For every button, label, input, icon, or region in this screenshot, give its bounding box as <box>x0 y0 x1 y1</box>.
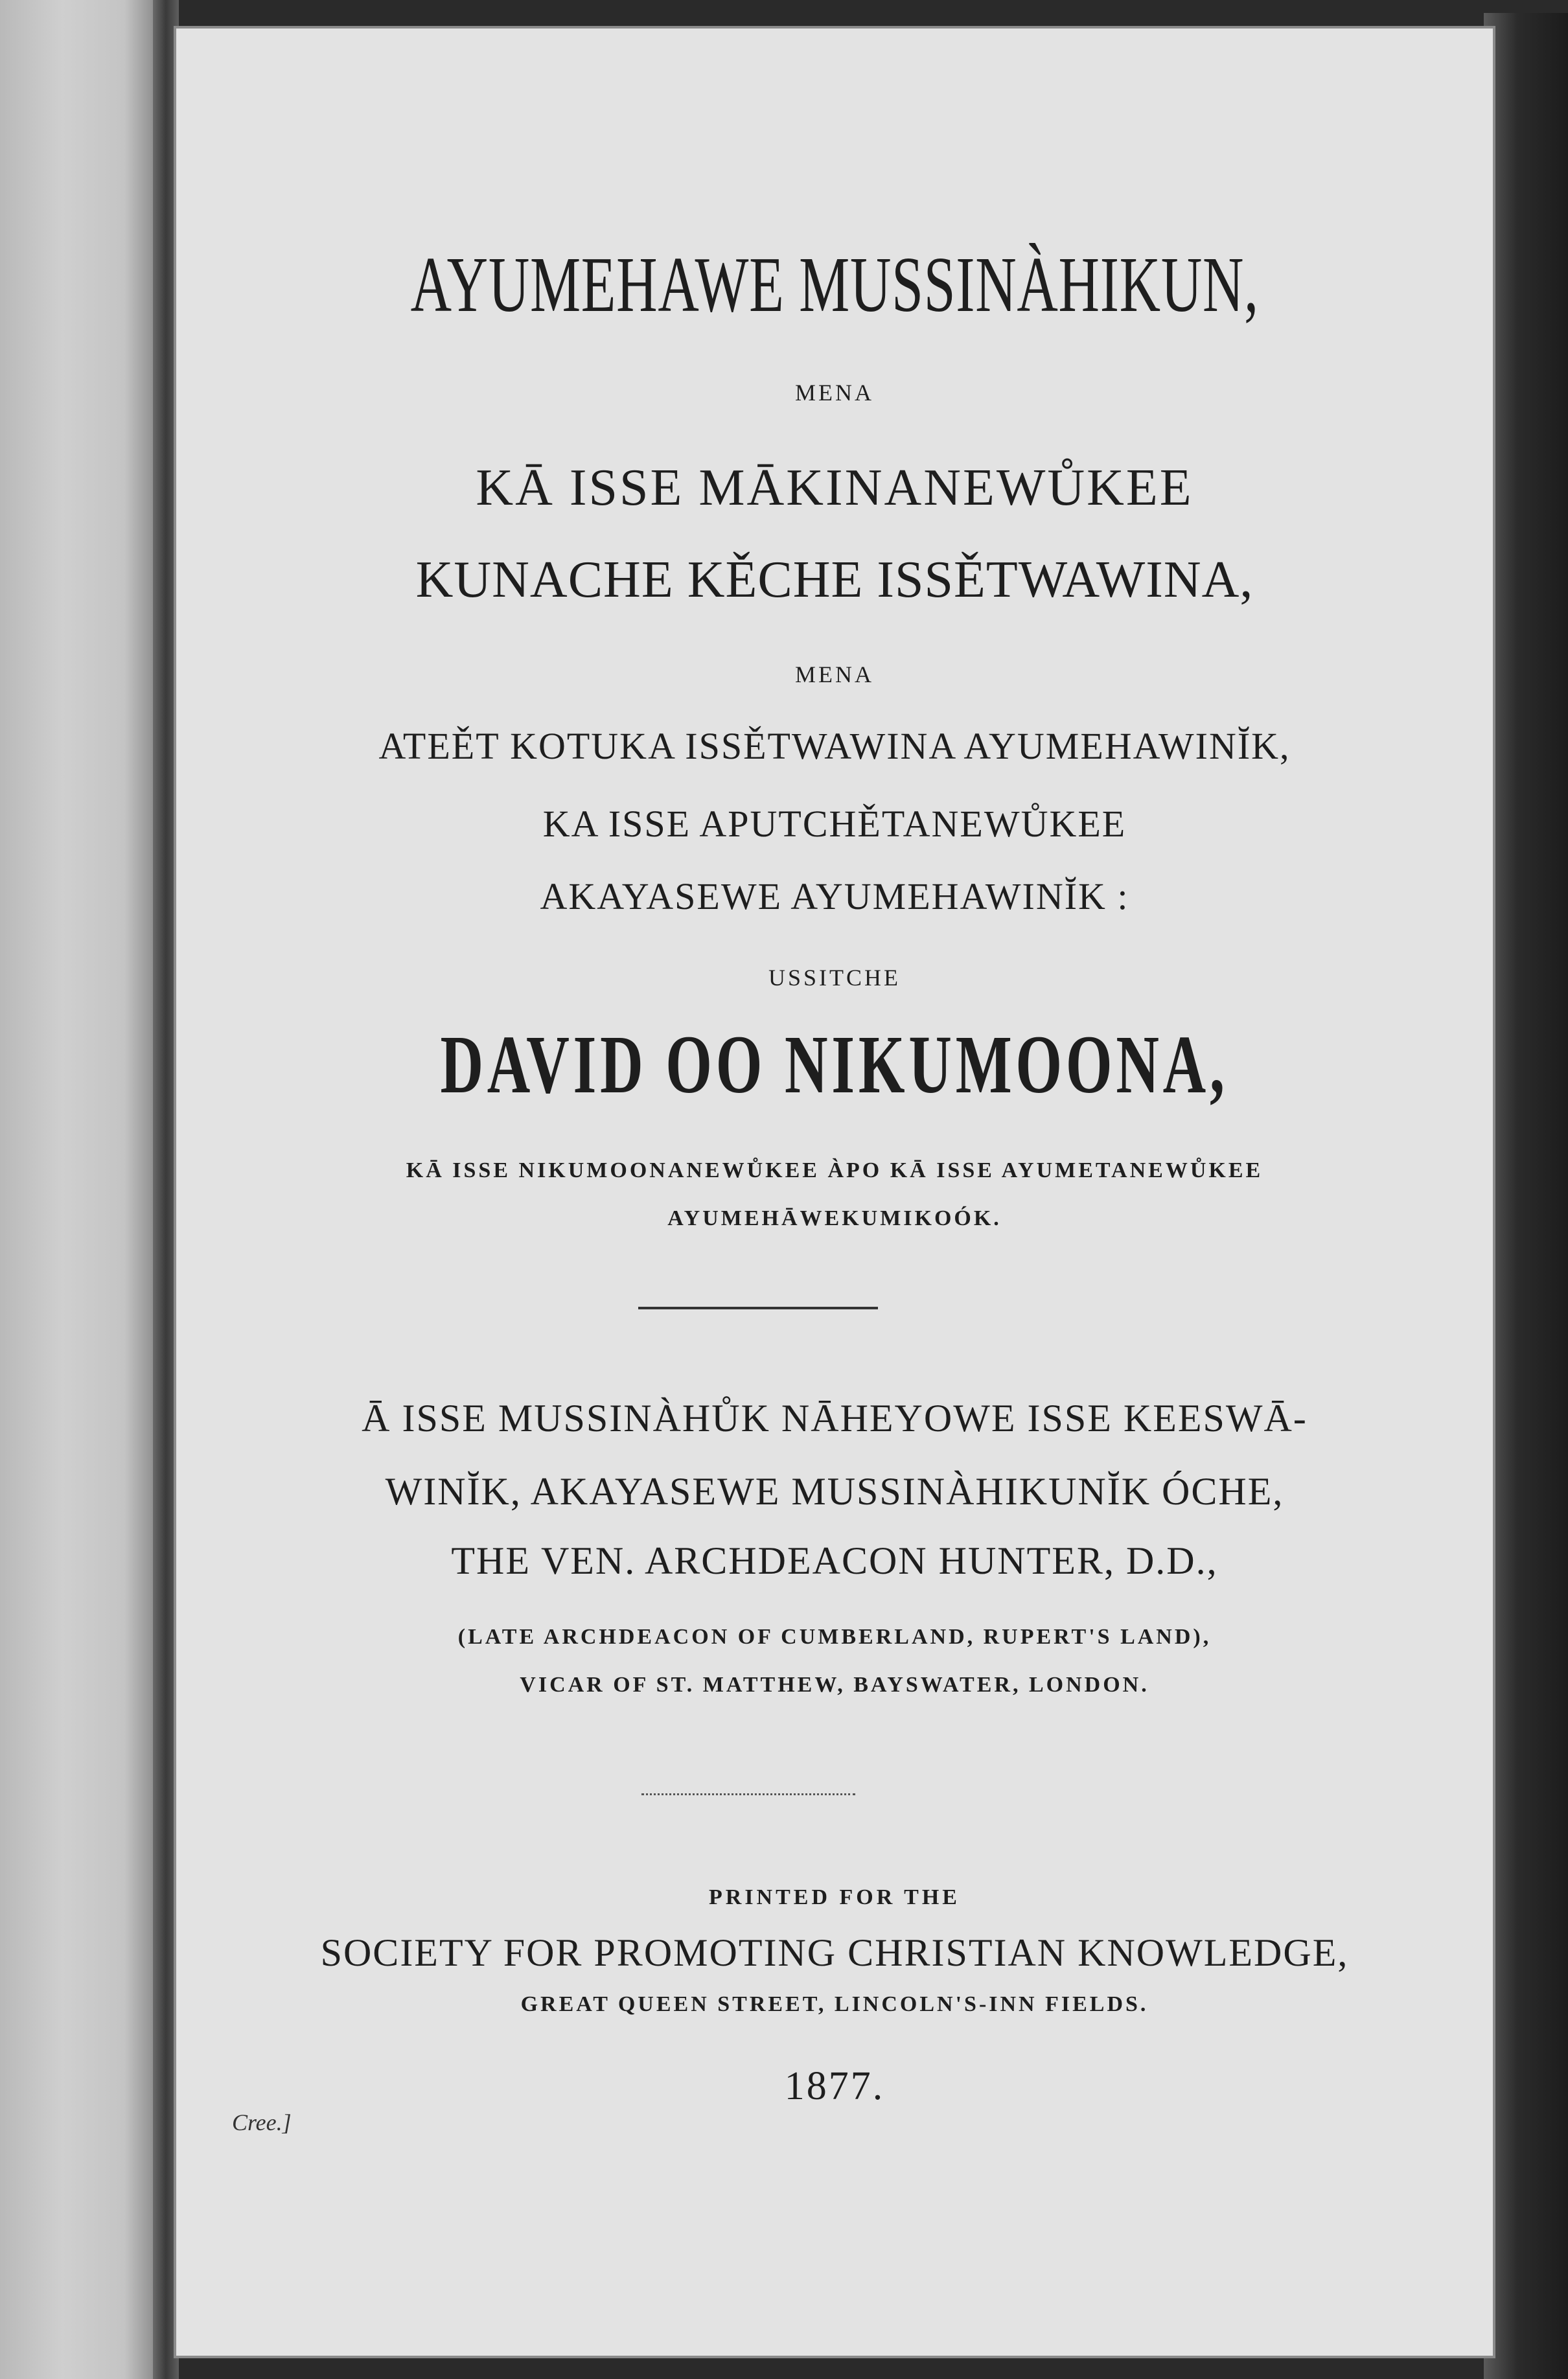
dotted-divider <box>641 1793 855 1795</box>
author-description-2: AYUMEHĀWEKUMIKOÓK. <box>667 1206 1002 1230</box>
divider-rule <box>638 1307 878 1309</box>
subtitle-line-2: KUNACHE KĚCHE ISSĚTWAWINA, <box>415 551 1254 608</box>
publisher-address: GREAT QUEEN STREET, LINCOLN'S-INN FIELDS. <box>520 1992 1149 2016</box>
connector-mena-2: MENA <box>795 661 874 687</box>
author-name: DAVID OO NIKUMOONA, <box>440 1018 1229 1110</box>
connector-ussitche: USSITCHE <box>768 965 901 991</box>
subtitle-line-5: AKAYASEWE AYUMEHAWINĬK : <box>540 875 1129 917</box>
printed-for: PRINTED FOR THE <box>709 1885 960 1909</box>
main-title: AYUMEHAWE MUSSINÀHIKUN, <box>410 241 1259 328</box>
publisher-name: SOCIETY FOR PROMOTING CHRISTIAN KNOWLEDGE, <box>320 1931 1349 1974</box>
translator-role-1: (LATE ARCHDEACON OF CUMBERLAND, RUPERT'S LAND), <box>457 1625 1212 1649</box>
subtitle-line-4: KA ISSE APUTCHĚTANEWŮKEE <box>542 803 1127 845</box>
catalog-mark: Cree.] <box>232 2109 292 2135</box>
author-description-1: KĀ ISSE NIKUMOONANEWŮKEE ÀPO KĀ ISSE AYUMETANEWŮKEE <box>406 1158 1263 1182</box>
translator-line-2: WINĬK, AKAYASEWE MUSSINÀHIKUNĬK ÓCHE, <box>385 1470 1284 1513</box>
left-page-edge <box>0 0 156 2379</box>
subtitle-line-1: KĀ ISSE MĀKINANEWŮKEE <box>476 459 1193 516</box>
subtitle-line-3: ATEĚT KOTUKA ISSĚTWAWINA AYUMEHAWINĬK, <box>378 725 1291 767</box>
right-page-edge <box>1484 13 1568 2379</box>
translator-role-2: VICAR OF ST. MATTHEW, BAYSWATER, LONDON. <box>520 1673 1149 1697</box>
translator-line-1: Ā ISSE MUSSINÀHŮK NĀHEYOWE ISSE KEESWĀ- <box>362 1397 1308 1440</box>
translator-name: THE VEN. ARCHDEACON HUNTER, D.D., <box>451 1539 1218 1582</box>
publication-year: 1877. <box>784 2064 885 2108</box>
connector-mena-1: MENA <box>795 380 874 406</box>
